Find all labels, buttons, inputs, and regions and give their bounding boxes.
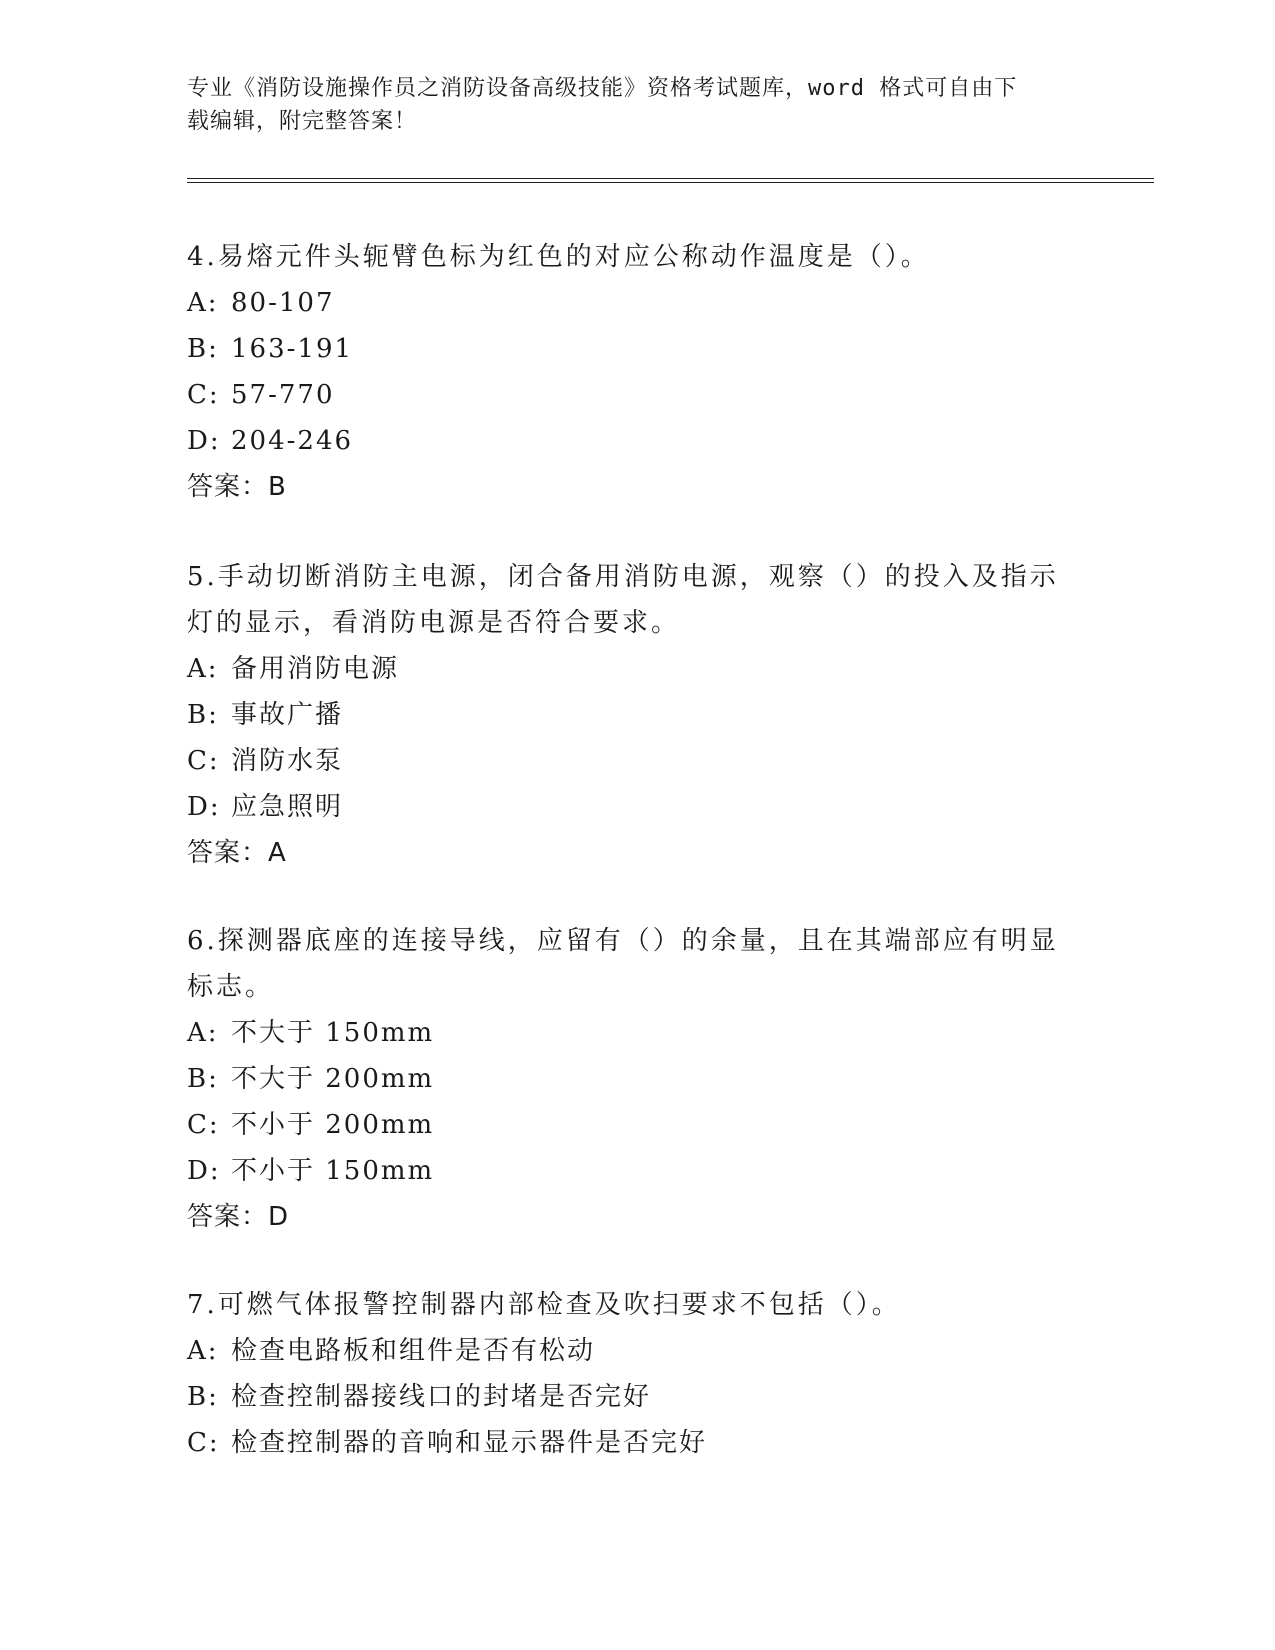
question-stem: 4.易熔元件头轭臂色标为红色的对应公称动作温度是（）。 — [187, 242, 930, 272]
header-line-1: 专业《消防设施操作员之消防设备高级技能》资格考试题库，word 格式可自由下 — [187, 76, 1018, 101]
option-text: 80-107 — [231, 288, 335, 318]
answer: 答案：A — [187, 838, 287, 868]
header-divider-bottom — [187, 182, 1154, 183]
option-text: 备用消防电源 — [231, 654, 400, 684]
option-letter: A: — [187, 1336, 219, 1366]
option-letter: A: — [187, 1018, 219, 1048]
option-letter: A: — [187, 288, 219, 318]
option-text: 不大于 150mm — [231, 1018, 435, 1048]
option-a — [187, 280, 1087, 326]
option-text: 消防水泵 — [231, 746, 344, 776]
option-text: 57-770 — [231, 380, 335, 410]
option-letter: D: — [187, 792, 221, 822]
option-text: 应急照明 — [231, 792, 344, 822]
option-text: 不大于 200mm — [231, 1064, 435, 1094]
option-c — [187, 738, 1087, 784]
option-d — [187, 1148, 1087, 1194]
option-text: 检查控制器的音响和显示器件是否完好 — [231, 1428, 708, 1458]
option-text: 204-246 — [231, 426, 354, 456]
question-7 — [187, 1282, 1087, 1466]
option-letter: C: — [187, 746, 220, 776]
option-letter: A: — [187, 654, 219, 684]
question-stem-line-1: 6.探测器底座的连接导线，应留有（）的余量，且在其端部应有明显 — [187, 926, 1059, 956]
option-c — [187, 372, 1087, 418]
option-b — [187, 1374, 1087, 1420]
option-letter: C: — [187, 1428, 220, 1458]
option-letter: B: — [187, 700, 219, 730]
question-stem-line-2: 标志。 — [187, 972, 275, 1002]
option-c — [187, 1420, 1087, 1466]
answer: 答案：D — [187, 1202, 290, 1232]
option-a — [187, 1010, 1087, 1056]
option-d — [187, 418, 1087, 464]
question-4 — [187, 234, 1087, 510]
option-a — [187, 1328, 1087, 1374]
option-letter: C: — [187, 1110, 220, 1140]
option-letter: B: — [187, 334, 219, 364]
option-text: 事故广播 — [231, 700, 344, 730]
header-line-2: 载编辑，附完整答案！ — [187, 109, 418, 134]
document-header — [187, 72, 1087, 138]
option-letter: D: — [187, 1156, 221, 1186]
option-b — [187, 692, 1087, 738]
question-stem-line-1: 5.手动切断消防主电源，闭合备用消防电源，观察（）的投入及指示 — [187, 562, 1059, 592]
option-letter: C: — [187, 380, 220, 410]
option-letter: B: — [187, 1382, 219, 1412]
question-stem-line-2: 灯的显示，看消防电源是否符合要求。 — [187, 608, 681, 638]
option-d — [187, 784, 1087, 830]
question-5 — [187, 554, 1087, 876]
option-text: 163-191 — [231, 334, 354, 364]
option-letter: D: — [187, 426, 221, 456]
option-text: 不小于 150mm — [231, 1156, 435, 1186]
option-b — [187, 326, 1087, 372]
question-6 — [187, 918, 1087, 1240]
option-text: 检查控制器接线口的封堵是否完好 — [231, 1382, 652, 1412]
option-a — [187, 646, 1087, 692]
option-text: 检查电路板和组件是否有松动 — [231, 1336, 596, 1366]
option-letter: B: — [187, 1064, 219, 1094]
answer: 答案：B — [187, 472, 287, 502]
option-c — [187, 1102, 1087, 1148]
question-stem: 7.可燃气体报警控制器内部检查及吹扫要求不包括（）。 — [187, 1290, 901, 1320]
header-divider-top — [187, 178, 1154, 179]
option-text: 不小于 200mm — [231, 1110, 435, 1140]
option-b — [187, 1056, 1087, 1102]
